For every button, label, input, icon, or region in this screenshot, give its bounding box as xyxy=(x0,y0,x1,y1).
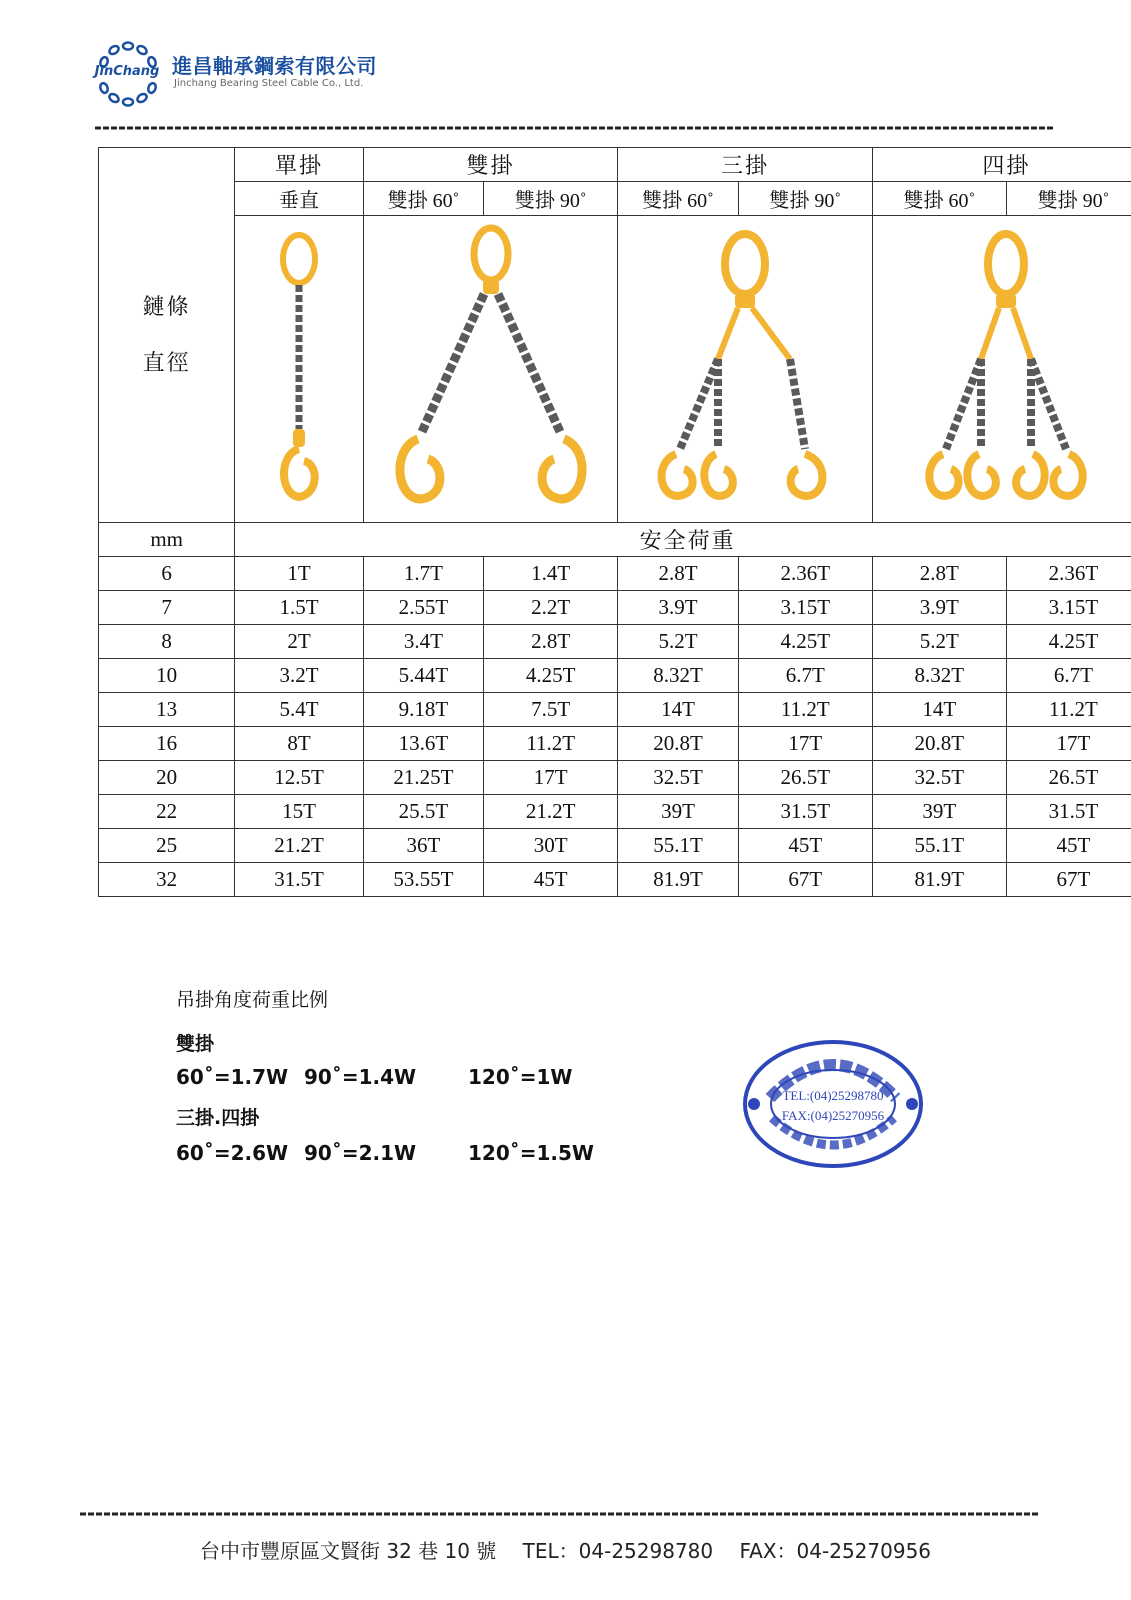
safe-load-cell: 7.5T xyxy=(484,693,618,727)
safe-load-cell: 45T xyxy=(484,863,618,897)
double-label: 雙掛 xyxy=(176,1033,215,1055)
safe-load-cell: 5.4T xyxy=(235,693,363,727)
company-seal-stamp xyxy=(740,1036,926,1172)
safe-load-cell: 2.55T xyxy=(363,591,483,625)
multi-ratio-90: 90˚=2.1W xyxy=(304,1141,417,1165)
sub-triple-60: 雙掛 60˚ xyxy=(618,182,738,216)
safe-load-cell: 55.1T xyxy=(618,829,738,863)
safe-load-cell: 12.5T xyxy=(235,761,363,795)
safe-load-cell: 13.6T xyxy=(363,727,483,761)
safe-load-table xyxy=(98,147,1131,897)
footer-address: 台中市豐原區文賢街 32 巷 10 號 xyxy=(199,1539,497,1563)
safe-load-cell: 36T xyxy=(363,829,483,863)
triple-leg-sling-image xyxy=(618,216,873,523)
safe-load-cell: 67T xyxy=(738,863,872,897)
table-row xyxy=(99,693,1131,727)
chain-diameter-cell: 13 xyxy=(99,693,235,727)
chain-diameter-cell: 8 xyxy=(99,625,235,659)
chain-diameter-header xyxy=(99,148,235,523)
safe-load-cell: 8.32T xyxy=(872,659,1006,693)
safe-load-cell: 31.5T xyxy=(235,863,363,897)
logo-text: JinChang xyxy=(94,64,160,79)
group-double: 雙掛 xyxy=(363,148,618,182)
safe-load-cell: 2.8T xyxy=(872,557,1006,591)
safe-load-cell: 31.5T xyxy=(1006,795,1131,829)
safe-load-cell: 3.15T xyxy=(738,591,872,625)
chain-diameter-cell: 10 xyxy=(99,659,235,693)
safe-load-cell: 5.2T xyxy=(872,625,1006,659)
safe-load-cell: 4.25T xyxy=(1006,625,1131,659)
footer-fax: FAX：04-25270956 xyxy=(739,1539,932,1563)
sub-vertical: 垂直 xyxy=(235,182,363,216)
safe-load-cell: 32.5T xyxy=(872,761,1006,795)
table-row xyxy=(99,795,1131,829)
chain-diameter-cell: 7 xyxy=(99,591,235,625)
group-quad: 四掛 xyxy=(872,148,1131,182)
safe-load-cell: 4.25T xyxy=(484,659,618,693)
safe-load-cell: 20.8T xyxy=(618,727,738,761)
safe-load-cell: 2.8T xyxy=(484,625,618,659)
safe-load-cell: 67T xyxy=(1006,863,1131,897)
footer-tel: TEL：04-25298780 xyxy=(522,1539,714,1563)
unit-label: mm xyxy=(99,523,235,557)
safe-load-cell: 31.5T xyxy=(738,795,872,829)
table-row xyxy=(99,625,1131,659)
table-row xyxy=(99,829,1131,863)
chain-diameter-cell: 6 xyxy=(99,557,235,591)
safe-load-cell: 3.15T xyxy=(1006,591,1131,625)
company-name-zh: 進昌軸承鋼索有限公司 xyxy=(172,54,377,78)
safe-load-cell: 17T xyxy=(484,761,618,795)
safe-load-cell: 3.9T xyxy=(618,591,738,625)
safe-load-cell: 21.25T xyxy=(363,761,483,795)
table-row xyxy=(99,659,1131,693)
table-row xyxy=(99,727,1131,761)
safe-load-cell: 21.2T xyxy=(484,795,618,829)
safe-load-cell: 26.5T xyxy=(738,761,872,795)
safe-load-cell: 14T xyxy=(618,693,738,727)
safe-load-cell: 3.4T xyxy=(363,625,483,659)
group-triple: 三掛 xyxy=(618,148,873,182)
double-ratio-60: 60˚=1.7W xyxy=(176,1065,289,1089)
company-name-en: Jinchang Bearing Steel Cable Co., Ltd. xyxy=(174,78,364,89)
safe-load-cell: 30T xyxy=(484,829,618,863)
safe-load-cell: 1T xyxy=(235,557,363,591)
safe-load-label: 安全荷重 xyxy=(235,523,1131,557)
safe-load-cell: 2T xyxy=(235,625,363,659)
safe-load-cell: 17T xyxy=(1006,727,1131,761)
safe-load-cell: 4.25T xyxy=(738,625,872,659)
safe-load-cell: 15T xyxy=(235,795,363,829)
safe-load-cell: 2.8T xyxy=(618,557,738,591)
safe-load-cell: 6.7T xyxy=(1006,659,1131,693)
safe-load-cell: 9.18T xyxy=(363,693,483,727)
safe-load-cell: 2.36T xyxy=(738,557,872,591)
safe-load-cell: 32.5T xyxy=(618,761,738,795)
safe-load-cell: 1.4T xyxy=(484,557,618,591)
safe-load-cell: 55.1T xyxy=(872,829,1006,863)
quad-leg-sling-image xyxy=(872,216,1131,523)
safe-load-cell: 81.9T xyxy=(618,863,738,897)
safe-load-cell: 2.36T xyxy=(1006,557,1131,591)
safe-load-cell: 2.2T xyxy=(484,591,618,625)
chain-diameter-cell: 16 xyxy=(99,727,235,761)
double-ratio-90: 90˚=1.4W xyxy=(304,1065,417,1089)
table-row xyxy=(99,591,1131,625)
table-row xyxy=(99,863,1131,897)
chain-diameter-cell: 25 xyxy=(99,829,235,863)
safe-load-cell: 8T xyxy=(235,727,363,761)
safe-load-cell: 11.2T xyxy=(1006,693,1131,727)
safe-load-cell: 3.2T xyxy=(235,659,363,693)
chain-diameter-cell: 20 xyxy=(99,761,235,795)
sub-triple-90: 雙掛 90˚ xyxy=(738,182,872,216)
seal-fax: FAX:(04)25270956 xyxy=(781,1108,885,1123)
safe-load-cell: 45T xyxy=(738,829,872,863)
safe-load-cell: 53.55T xyxy=(363,863,483,897)
safe-load-cell: 39T xyxy=(618,795,738,829)
sub-quad-90: 雙掛 90˚ xyxy=(1006,182,1131,216)
sub-double-60: 雙掛 60˚ xyxy=(363,182,483,216)
safe-load-cell: 5.44T xyxy=(363,659,483,693)
company-logo xyxy=(92,38,392,108)
double-leg-sling-image xyxy=(363,216,618,523)
double-ratio-120: 120˚=1W xyxy=(468,1065,573,1089)
safe-load-cell: 81.9T xyxy=(872,863,1006,897)
multi-ratio-120: 120˚=1.5W xyxy=(468,1141,594,1165)
safe-load-cell: 5.2T xyxy=(618,625,738,659)
safe-load-cell: 8.32T xyxy=(618,659,738,693)
safe-load-cell: 1.7T xyxy=(363,557,483,591)
safe-load-cell: 20.8T xyxy=(872,727,1006,761)
table-row xyxy=(99,557,1131,591)
safe-load-cell: 11.2T xyxy=(484,727,618,761)
footer-contact xyxy=(0,1535,1131,1564)
safe-load-cell: 1.5T xyxy=(235,591,363,625)
seal-tel: TEL:(04)25298780 xyxy=(782,1088,884,1103)
side-label-1: 鏈條 xyxy=(142,294,191,319)
sub-quad-60: 雙掛 60˚ xyxy=(872,182,1006,216)
table-row xyxy=(99,761,1131,795)
safe-load-cell: 25.5T xyxy=(363,795,483,829)
safe-load-cell: 14T xyxy=(872,693,1006,727)
sub-double-90: 雙掛 90˚ xyxy=(484,182,618,216)
safe-load-cell: 17T xyxy=(738,727,872,761)
safe-load-cell: 11.2T xyxy=(738,693,872,727)
safe-load-cell: 21.2T xyxy=(235,829,363,863)
single-leg-sling-image xyxy=(235,216,363,523)
multi-label: 三掛.四掛 xyxy=(176,1107,260,1129)
safe-load-cell: 39T xyxy=(872,795,1006,829)
safe-load-cell: 26.5T xyxy=(1006,761,1131,795)
multi-ratio-60: 60˚=2.6W xyxy=(176,1141,289,1165)
chain-diameter-cell: 32 xyxy=(99,863,235,897)
group-single: 單掛 xyxy=(235,148,363,182)
side-label-2: 直徑 xyxy=(142,350,191,375)
chain-diameter-cell: 22 xyxy=(99,795,235,829)
chain-divider-top xyxy=(95,124,1055,132)
safe-load-cell: 6.7T xyxy=(738,659,872,693)
safe-load-cell: 45T xyxy=(1006,829,1131,863)
chain-divider-bottom xyxy=(80,1510,1040,1518)
notes-heading: 吊掛角度荷重比例 xyxy=(176,989,329,1011)
safe-load-cell: 3.9T xyxy=(872,591,1006,625)
